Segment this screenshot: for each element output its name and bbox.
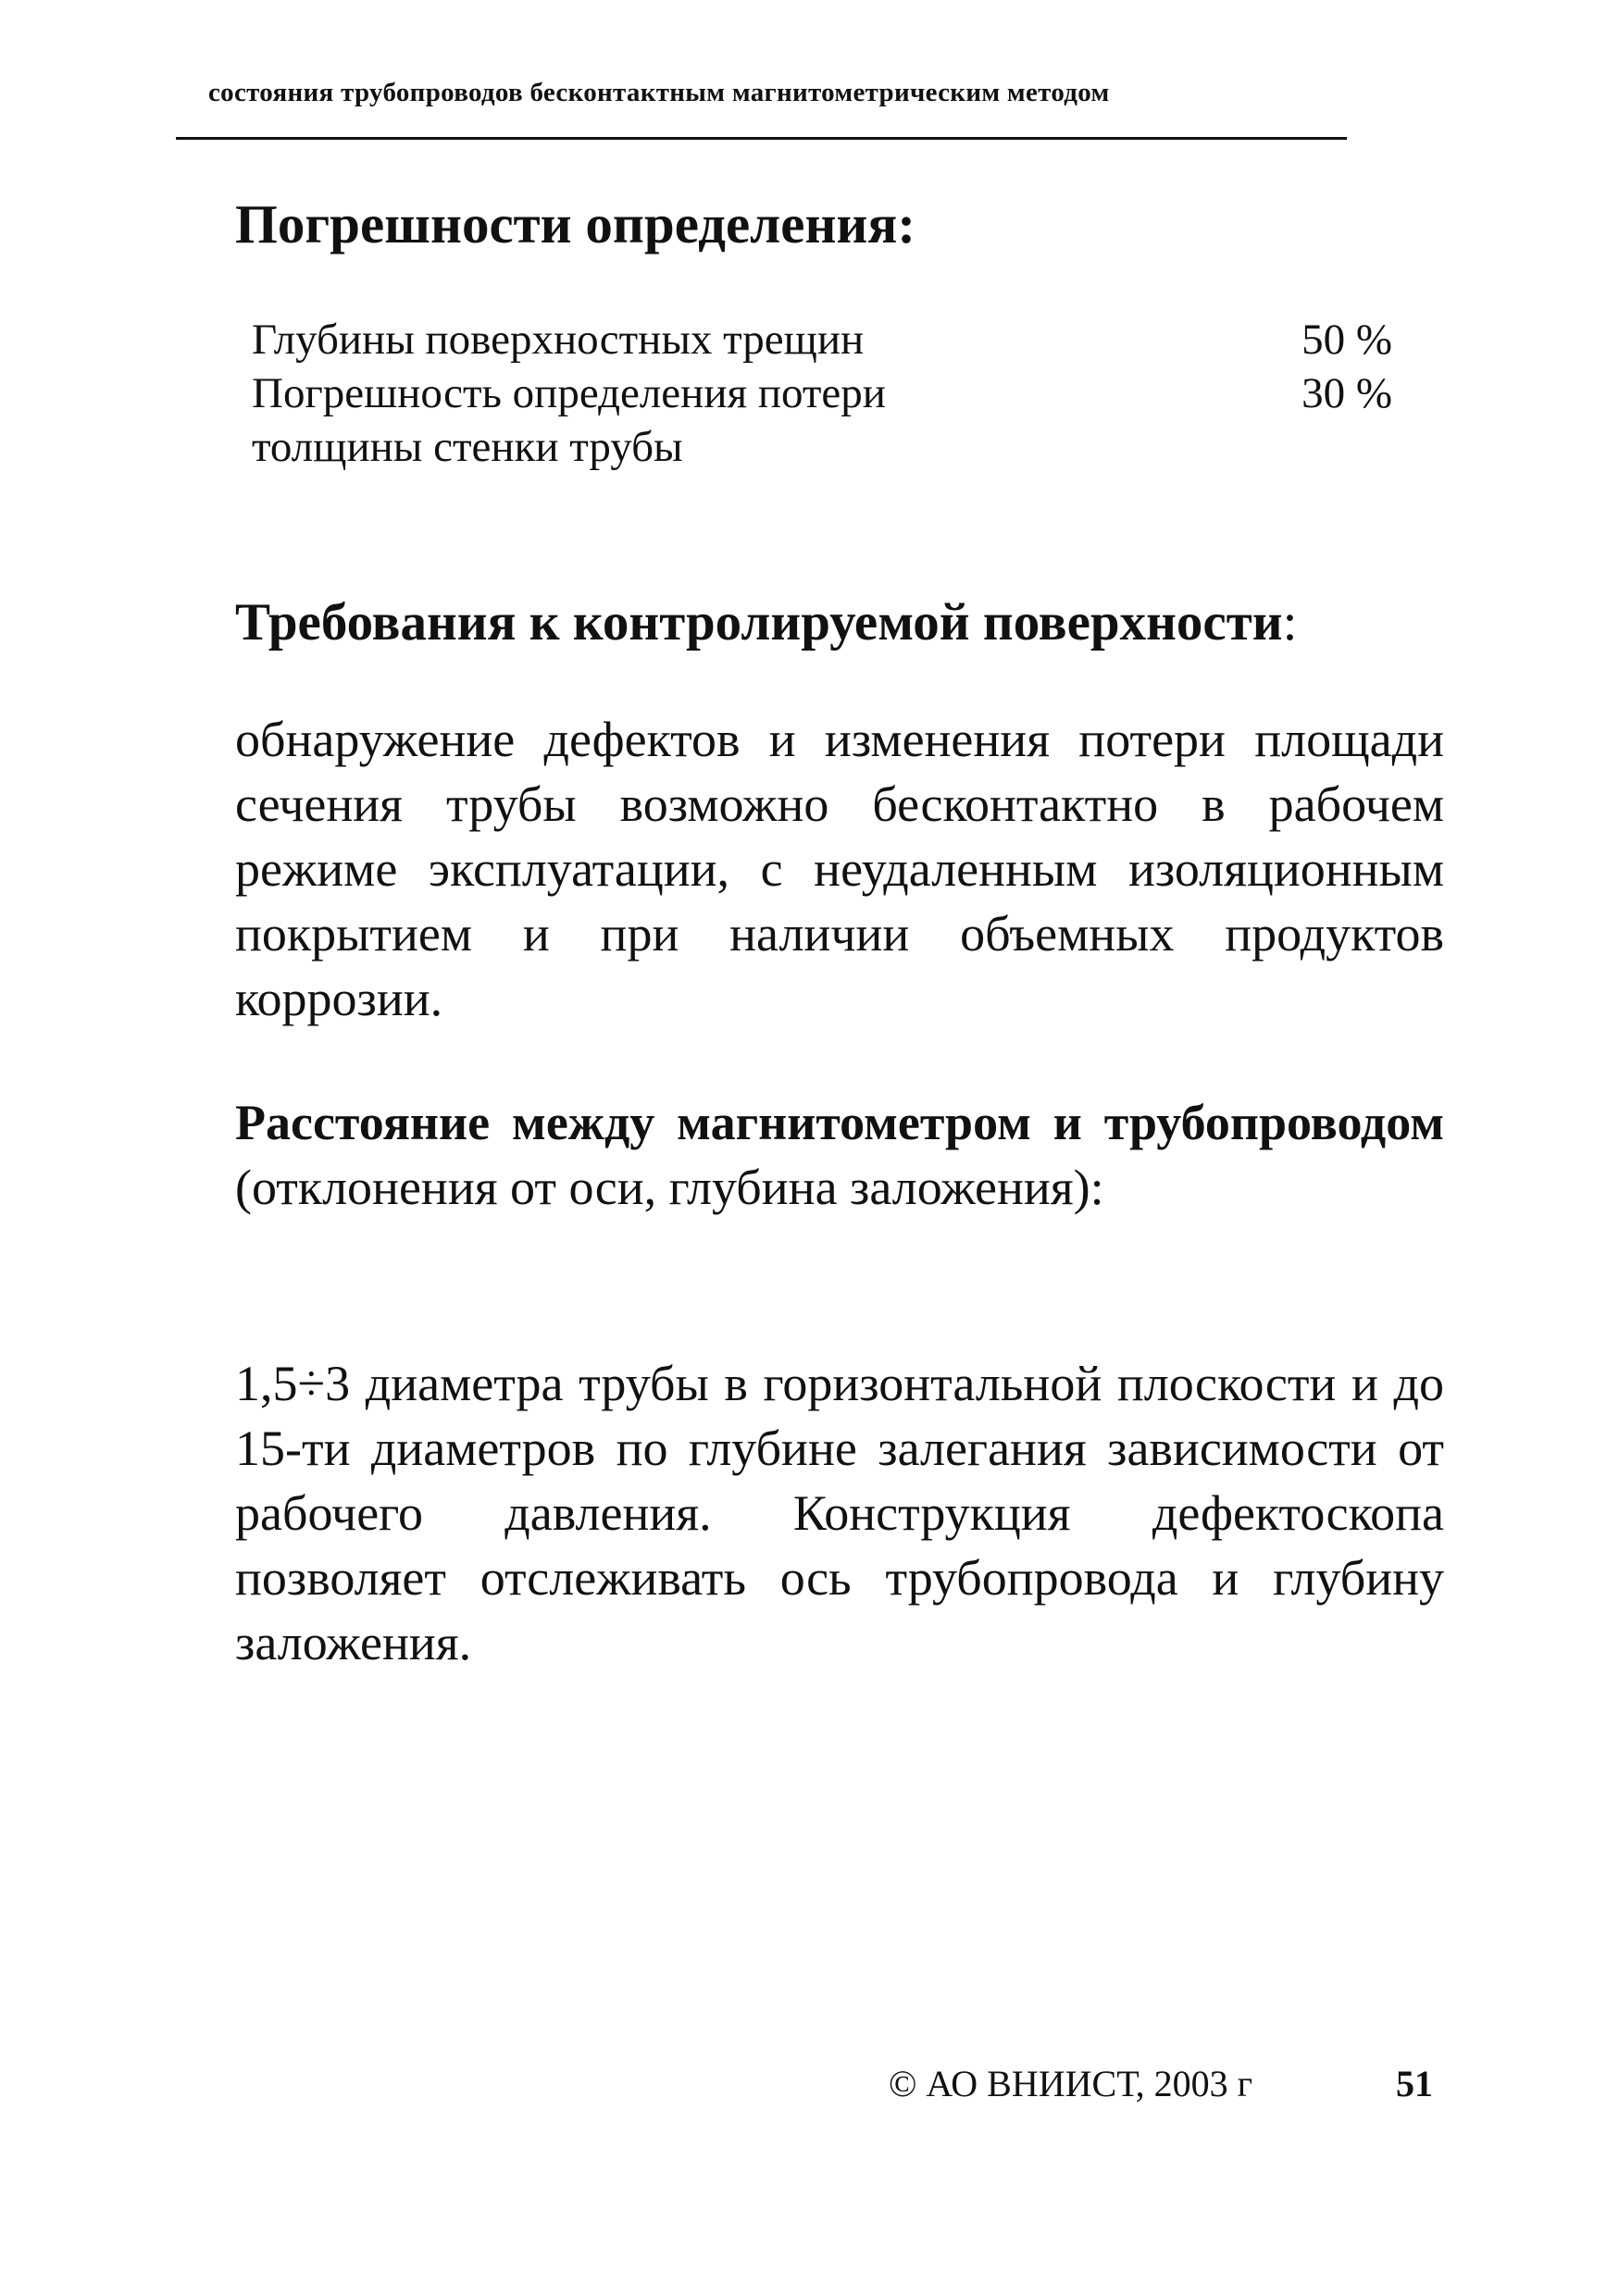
surface-heading [235, 592, 1297, 652]
distance-paragraph: 1,5÷3 диаметра трубы в горизонтальной плоскости и до 15-ти диаметров по глубине залегания зависимости от рабочего давления. Конструкция дефектоскопа позволяет отслеживать ось трубопровода и глубину заложения. [235, 1356, 1444, 1670]
errors-row-value: 30 % [1301, 369, 1392, 417]
errors-row-label: Глубины поверхностных трещин [252, 316, 865, 364]
errors-row-label: Погрешность определения потери толщины стенки трубы [252, 369, 886, 471]
distance-heading-rest: (отклонения от оси, глубина заложения): [235, 1160, 1104, 1215]
errors-row [252, 313, 1392, 366]
errors-heading: Погрешности определения: [235, 193, 915, 254]
errors-row-value: 50 % [1301, 316, 1392, 364]
header-rule [176, 137, 1347, 140]
errors-row [252, 366, 1392, 474]
surface-heading-text: Требования к контролируемой поверхности [235, 593, 1283, 652]
running-header: состояния трубопроводов бесконтактным магнитометрическим методом [208, 78, 1110, 107]
distance-heading-bold: Расстояние между магнитометром и трубопроводом [235, 1095, 1444, 1150]
errors-table [252, 313, 1392, 474]
page-number: 51 [1396, 2063, 1433, 2104]
distance-heading [235, 1090, 1444, 1220]
surface-heading-colon: : [1282, 593, 1298, 652]
copyright: © АО ВНИИСТ, 2003 г [889, 2063, 1253, 2104]
surface-paragraph: обнаружение дефектов и изменения потери площади сечения трубы возможно бесконтактно в рабочем режиме эксплуатации, с неудаленным изоляционным покрытием и при наличии объемных продуктов коррозии. [235, 712, 1444, 1026]
